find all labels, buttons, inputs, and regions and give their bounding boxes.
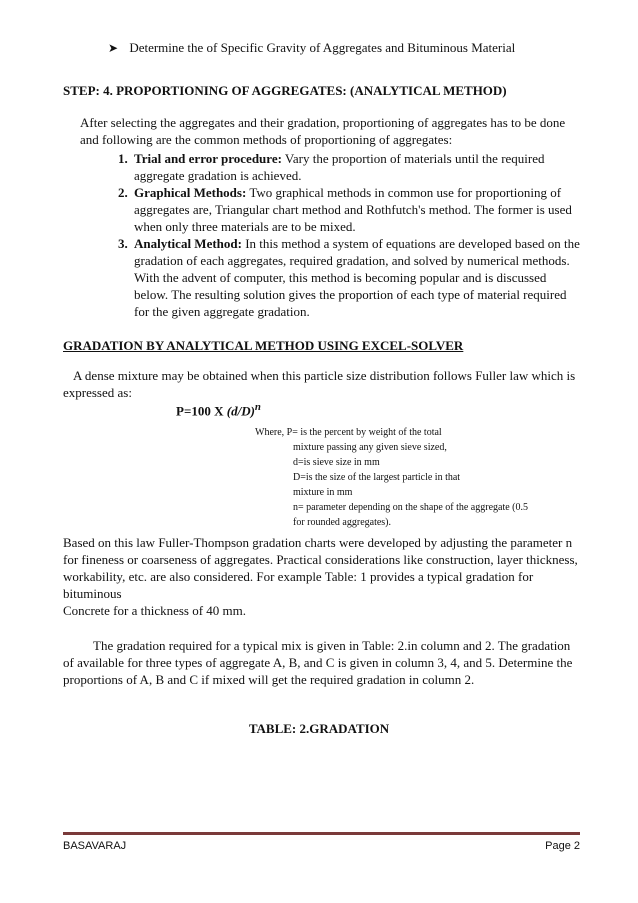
method-item-analytical xyxy=(118,235,580,320)
based-text: Based on this law Fuller-Thompson gradation charts were developed by adjusting the parameter n for fineness or coarseness of aggregates. Practical considerations like construction, layer thickness, workability, etc. are also considered. For example Table: 1 provides a typical gradation for bituminous xyxy=(63,535,578,601)
gradation-paragraph: The gradation required for a typical mix is given in Table: 2.in column and 2. The gradation of available for three types of aggregate A, B, and C is given in column 3, 4, and 5. Determine the proportions of A, B and C if mixed will get the required gradation in column 2. xyxy=(63,638,573,687)
method-text: In this method a system of equations are developed based on the gradation of each aggregates, required gradation, and solved by numerical methods. With the advent of computer, this method is becoming popular and is discussed below. The resulting solution gives the proportion of each type of material required for the given aggregate gradation. xyxy=(134,236,580,319)
methods-list xyxy=(118,150,580,320)
formula-lhs: P=100 X xyxy=(176,403,227,419)
method-item-graphical xyxy=(118,184,580,235)
fuller-thompson-paragraph xyxy=(63,534,583,619)
table-title: TABLE: 2.GRADATION xyxy=(248,721,390,736)
where-line-2: mixture passing any given sieve sized, xyxy=(293,442,447,453)
list-number: 3. xyxy=(118,236,128,251)
footer-author: BASAVARAJ xyxy=(63,840,127,852)
based-text-line2: Concrete for a thickness of 40 mm. xyxy=(63,603,247,618)
arrow-bullet-icon: ➤ xyxy=(108,41,119,55)
footer-divider xyxy=(63,832,580,835)
header-title: Determine the of Specific Gravity of Aggregates and Bituminous Material xyxy=(129,40,516,55)
where-line-6: n= parameter depending on the shape of the aggregate (0.5 xyxy=(293,502,528,513)
formula-exponent: n xyxy=(254,401,261,413)
where-line-7: for rounded aggregates). xyxy=(293,517,392,528)
fuller-formula xyxy=(176,401,261,419)
excel-solver-heading: GRADATION BY ANALYTICAL METHOD USING EXCEL-SOLVER xyxy=(63,338,464,353)
list-number: 2. xyxy=(118,185,128,200)
method-title: Trial and error procedure: xyxy=(134,151,282,166)
method-text: Two graphical methods in common use for proportioning of aggregates are, Triangular chart method and Rothfutch's method. The former is used when only three materials are to be mixed. xyxy=(134,185,572,234)
method-text: Vary the proportion of materials until the required aggregate gradation is achieved. xyxy=(134,151,545,183)
page-header xyxy=(108,40,515,56)
footer-page-number: Page 2 xyxy=(545,840,580,852)
where-line-3: d=is sieve size in mm xyxy=(293,457,380,468)
list-number: 1. xyxy=(118,151,128,166)
method-title: Graphical Methods: xyxy=(134,185,247,200)
formula-ratio: (d/D) xyxy=(226,403,255,419)
where-line-4: D=is the size of the largest particle in that xyxy=(293,472,461,483)
where-line-5: mixture in mm xyxy=(293,487,353,498)
method-title: Analytical Method: xyxy=(134,236,242,251)
step4-heading: STEP: 4. PROPORTIONING OF AGGREGATES: (ANALYTICAL METHOD) xyxy=(63,83,507,98)
method-item-trial-error xyxy=(118,150,580,184)
step4-intro: After selecting the aggregates and their gradation, proportioning of aggregates has to be done and following are the common methods of proportioning of aggregates: xyxy=(80,115,566,147)
where-line-1: Where, P= is the percent by weight of the total xyxy=(255,427,442,438)
fuller-law-intro: A dense mixture may be obtained when this particle size distribution follows Fuller law which is expressed as: xyxy=(63,368,576,400)
